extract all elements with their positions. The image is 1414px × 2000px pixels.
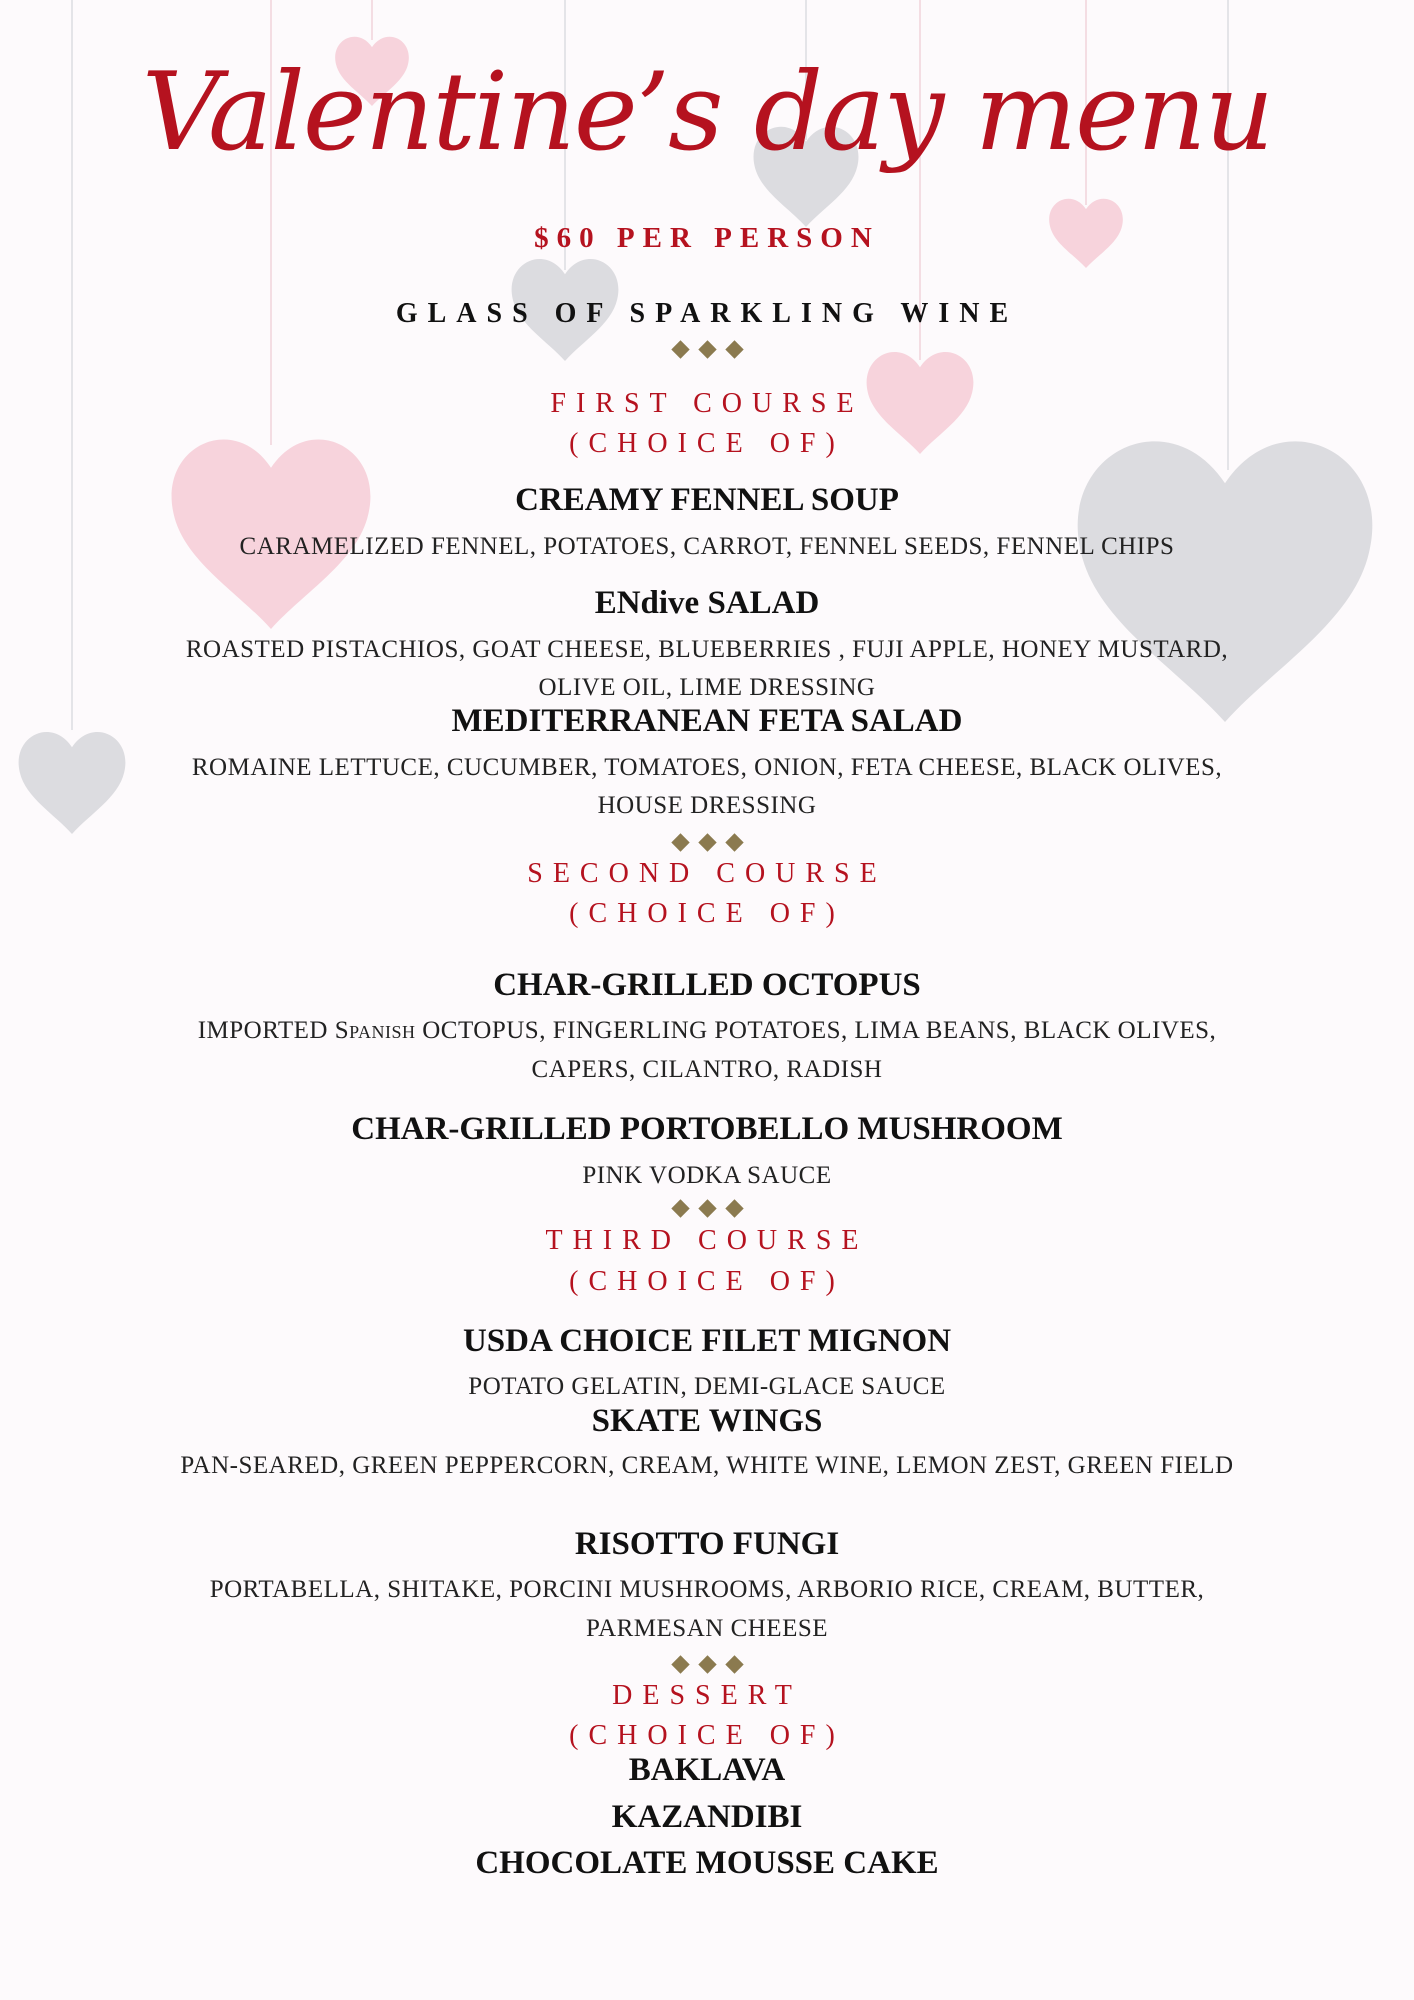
dish-description: CARAMELIZED FENNEL, POTATOES, CARROT, FENNEL SEEDS, FENNEL CHIPS: [239, 533, 1175, 560]
first-course-heading: FIRST COURSE: [550, 388, 864, 419]
diamond-divider: [0, 833, 1414, 853]
dish-description: PARMESAN CHEESE: [585, 1615, 829, 1642]
menu-title: Valentine’s day menu: [141, 50, 1273, 175]
dish-description: ROASTED PISTACHIOS, GOAT CHEESE, BLUEBERRIES , FUJI APPLE, HONEY MUSTARD,: [185, 636, 1229, 663]
dish-description: ROMAINE LETTUCE, CUCUMBER, TOMATOES, ONION, FETA CHEESE, BLACK OLIVES,: [191, 754, 1223, 781]
dish-description: POTATO GELATIN, DEMI-GLACE SAUCE: [468, 1373, 946, 1400]
first-course-subheading: (CHOICE OF): [569, 428, 845, 459]
second-course-heading: SECOND COURSE: [527, 858, 887, 889]
dessert-item: CHOCOLATE MOUSSE CAKE: [475, 1845, 939, 1881]
dessert-item: KAZANDIBI: [611, 1799, 803, 1835]
dish-name: CREAMY FENNEL SOUP: [515, 482, 899, 518]
dessert-subheading: (CHOICE OF): [569, 1720, 845, 1751]
dish-description: OLIVE OIL, LIME DRESSING: [538, 674, 876, 701]
dish-name: SKATE WINGS: [591, 1403, 823, 1439]
dessert-item: BAKLAVA: [628, 1752, 786, 1788]
dish-description: HOUSE DRESSING: [597, 792, 817, 819]
dish-name: CHAR-GRILLED PORTOBELLO MUSHROOM: [351, 1111, 1063, 1147]
diamond-divider: [0, 1199, 1414, 1219]
dish-name: ENdive SALAD: [594, 585, 820, 621]
dish-description: CAPERS, CILANTRO, RADISH: [531, 1056, 883, 1083]
diamond-divider: [0, 340, 1414, 360]
dish-name: CHAR-GRILLED OCTOPUS: [493, 967, 921, 1003]
diamond-divider: [0, 1655, 1414, 1675]
dish-description: PORTABELLA, SHITAKE, PORCINI MUSHROOMS, ARBORIO RICE, CREAM, BUTTER,: [209, 1576, 1205, 1603]
dish-name: MEDITERRANEAN FETA SALAD: [451, 703, 963, 739]
dish-description: PINK VODKA SAUCE: [582, 1162, 832, 1189]
price-label: $60 PER PERSON: [534, 222, 880, 254]
dish-description: IMPORTED Spanish OCTOPUS, FINGERLING POTATOES, LIMA BEANS, BLACK OLIVES,: [197, 1017, 1217, 1044]
dessert-heading: DESSERT: [612, 1680, 802, 1711]
dish-description: PAN-SEARED, GREEN PEPPERCORN, CREAM, WHITE WINE, LEMON ZEST, GREEN FIELD: [180, 1452, 1234, 1479]
third-course-heading: THIRD COURSE: [545, 1225, 869, 1256]
dish-name: USDA CHOICE FILET MIGNON: [462, 1323, 952, 1359]
third-course-subheading: (CHOICE OF): [569, 1266, 845, 1297]
dish-name: RISOTTO FUNGI: [574, 1526, 840, 1562]
second-course-subheading: (CHOICE OF): [569, 898, 845, 929]
sparkling-wine-label: GLASS OF SPARKLING WINE: [395, 298, 1019, 329]
